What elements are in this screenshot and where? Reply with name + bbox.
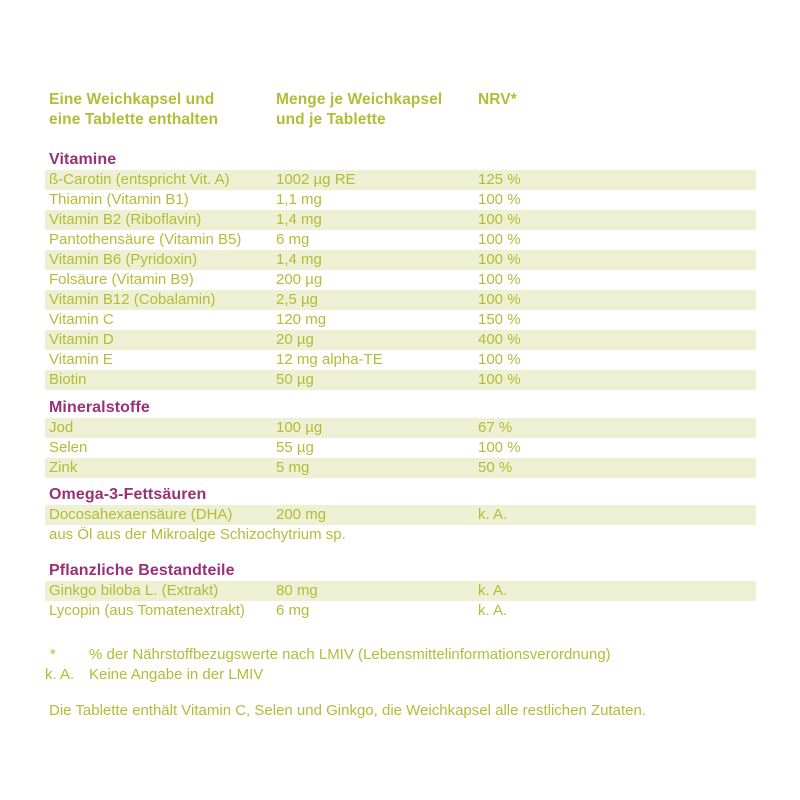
table-row	[45, 230, 756, 250]
nutrient-nrv: 100 %	[478, 371, 521, 388]
table-row	[45, 210, 756, 230]
table-row	[45, 458, 756, 478]
sections	[45, 150, 756, 621]
nutrient-amount: 1,4 mg	[276, 251, 322, 268]
nutrient-nrv: 400 %	[478, 331, 521, 348]
table-row	[45, 438, 756, 458]
table-row	[45, 370, 756, 390]
table-row	[45, 290, 756, 310]
nutrient-amount: 20 µg	[276, 331, 314, 348]
header-line: Menge je Weichkapsel	[276, 91, 443, 108]
section-pflanzliche-bestandteile	[45, 561, 756, 621]
nutrient-name: Vitamin B6 (Pyridoxin)	[49, 251, 198, 268]
table-row	[45, 505, 756, 525]
section-heading: Omega-3-Fettsäuren	[49, 486, 207, 503]
footnote-ka	[45, 665, 756, 685]
nutrient-amount: 2,5 µg	[276, 291, 319, 308]
nutrient-nrv: k. A.	[478, 506, 508, 523]
nutrient-amount: 55 µg	[276, 439, 314, 456]
footnote-text: Keine Angabe in der LMIV	[89, 666, 264, 683]
section-vitamine	[45, 150, 756, 390]
nutrient-name: Vitamin E	[49, 351, 113, 368]
nutrient-nrv: 150 %	[478, 311, 521, 328]
nutrient-name: Biotin	[49, 371, 87, 388]
bottom-note: Die Tablette enthält Vitamin C, Selen und Ginkgo, die Weichkapsel alle restlichen Zutaten.	[49, 702, 647, 719]
nutrient-name: Vitamin C	[49, 311, 114, 328]
header-line: eine Tablette enthalten	[49, 111, 219, 128]
header-line: und je Tablette	[276, 111, 386, 128]
nutrient-nrv: k. A.	[478, 582, 508, 599]
nutrient-nrv: 100 %	[478, 191, 521, 208]
footnote-text: % der Nährstoffbezugswerte nach LMIV (Lebensmittelinformationsverordnung)	[89, 646, 611, 663]
nutrient-amount: 100 µg	[276, 419, 323, 436]
nutrient-name: Docosahexaensäure (DHA)	[49, 506, 233, 523]
nutrient-nrv: 100 %	[478, 211, 521, 228]
table-row	[45, 350, 756, 370]
nutrient-nrv: 100 %	[478, 291, 521, 308]
table-header-row	[45, 90, 756, 130]
nutrient-amount: 6 mg	[276, 602, 310, 619]
nutrient-nrv: 67 %	[478, 419, 513, 436]
nutrient-nrv: 100 %	[478, 351, 521, 368]
nutrient-nrv: 100 %	[478, 271, 521, 288]
nutrient-name: Thiamin (Vitamin B1)	[49, 191, 189, 208]
nutrient-name: Lycopin (aus Tomatenextrakt)	[49, 602, 245, 619]
nutrient-name: Folsäure (Vitamin B9)	[49, 271, 194, 288]
table-row	[45, 170, 756, 190]
nutrient-amount: 12 mg alpha-TE	[276, 351, 383, 368]
section-heading: Pflanzliche Bestandteile	[49, 562, 235, 579]
nutrient-name: Vitamin D	[49, 331, 114, 348]
table-row	[45, 581, 756, 601]
nutrient-name: Ginkgo biloba L. (Extrakt)	[49, 582, 219, 599]
nutrient-nrv: 100 %	[478, 251, 521, 268]
nutrient-name: Jod	[49, 419, 74, 436]
nutrient-name: Vitamin B2 (Riboflavin)	[49, 211, 202, 228]
nutrient-name: ß-Carotin (entspricht Vit. A)	[49, 171, 230, 188]
section-omega-3-fetts-uren	[45, 485, 756, 545]
nutrient-nrv: k. A.	[478, 602, 508, 619]
nutrient-amount: 50 µg	[276, 371, 314, 388]
nutrient-nrv: 100 %	[478, 231, 521, 248]
nutrient-amount: 5 mg	[276, 459, 310, 476]
table-header-col-nrv: NRV*	[478, 91, 517, 108]
nutrient-nrv: 50 %	[478, 459, 513, 476]
table-row	[45, 330, 756, 350]
nutrient-amount: 200 mg	[276, 506, 327, 523]
table-row	[45, 270, 756, 290]
footnote-label: k. A.	[45, 666, 75, 683]
nutrient-nrv: 100 %	[478, 439, 521, 456]
header-line: Eine Weichkapsel und	[49, 91, 215, 108]
footnote-asterisk	[45, 645, 756, 665]
section-heading: Vitamine	[49, 151, 117, 168]
section-note: aus Öl aus der Mikroalge Schizochytrium sp.	[49, 526, 346, 543]
nutrient-nrv: 125 %	[478, 171, 521, 188]
nutrient-amount: 1,1 mg	[276, 191, 322, 208]
footnotes	[45, 645, 756, 685]
nutrient-name: Zink	[49, 459, 78, 476]
nutrient-amount: 120 mg	[276, 311, 327, 328]
nutrient-amount: 200 µg	[276, 271, 323, 288]
nutrient-name: Pantothensäure (Vitamin B5)	[49, 231, 242, 248]
nutrition-table	[45, 90, 756, 721]
table-header-col-contents	[49, 90, 276, 130]
table-row	[45, 190, 756, 210]
nutrient-amount: 1,4 mg	[276, 211, 322, 228]
section-heading: Mineralstoffe	[49, 399, 150, 416]
table-row	[45, 310, 756, 330]
table-row	[45, 418, 756, 438]
table-row	[45, 250, 756, 270]
table-header-col-amount	[276, 90, 478, 130]
nutrient-name: Vitamin B12 (Cobalamin)	[49, 291, 216, 308]
table-row	[45, 601, 756, 621]
footnote-label: *	[50, 646, 56, 663]
nutrient-amount: 6 mg	[276, 231, 310, 248]
nutrient-amount: 1002 µg RE	[276, 171, 356, 188]
nutrient-amount: 80 mg	[276, 582, 318, 599]
nutrient-name: Selen	[49, 439, 88, 456]
section-mineralstoffe	[45, 398, 756, 478]
